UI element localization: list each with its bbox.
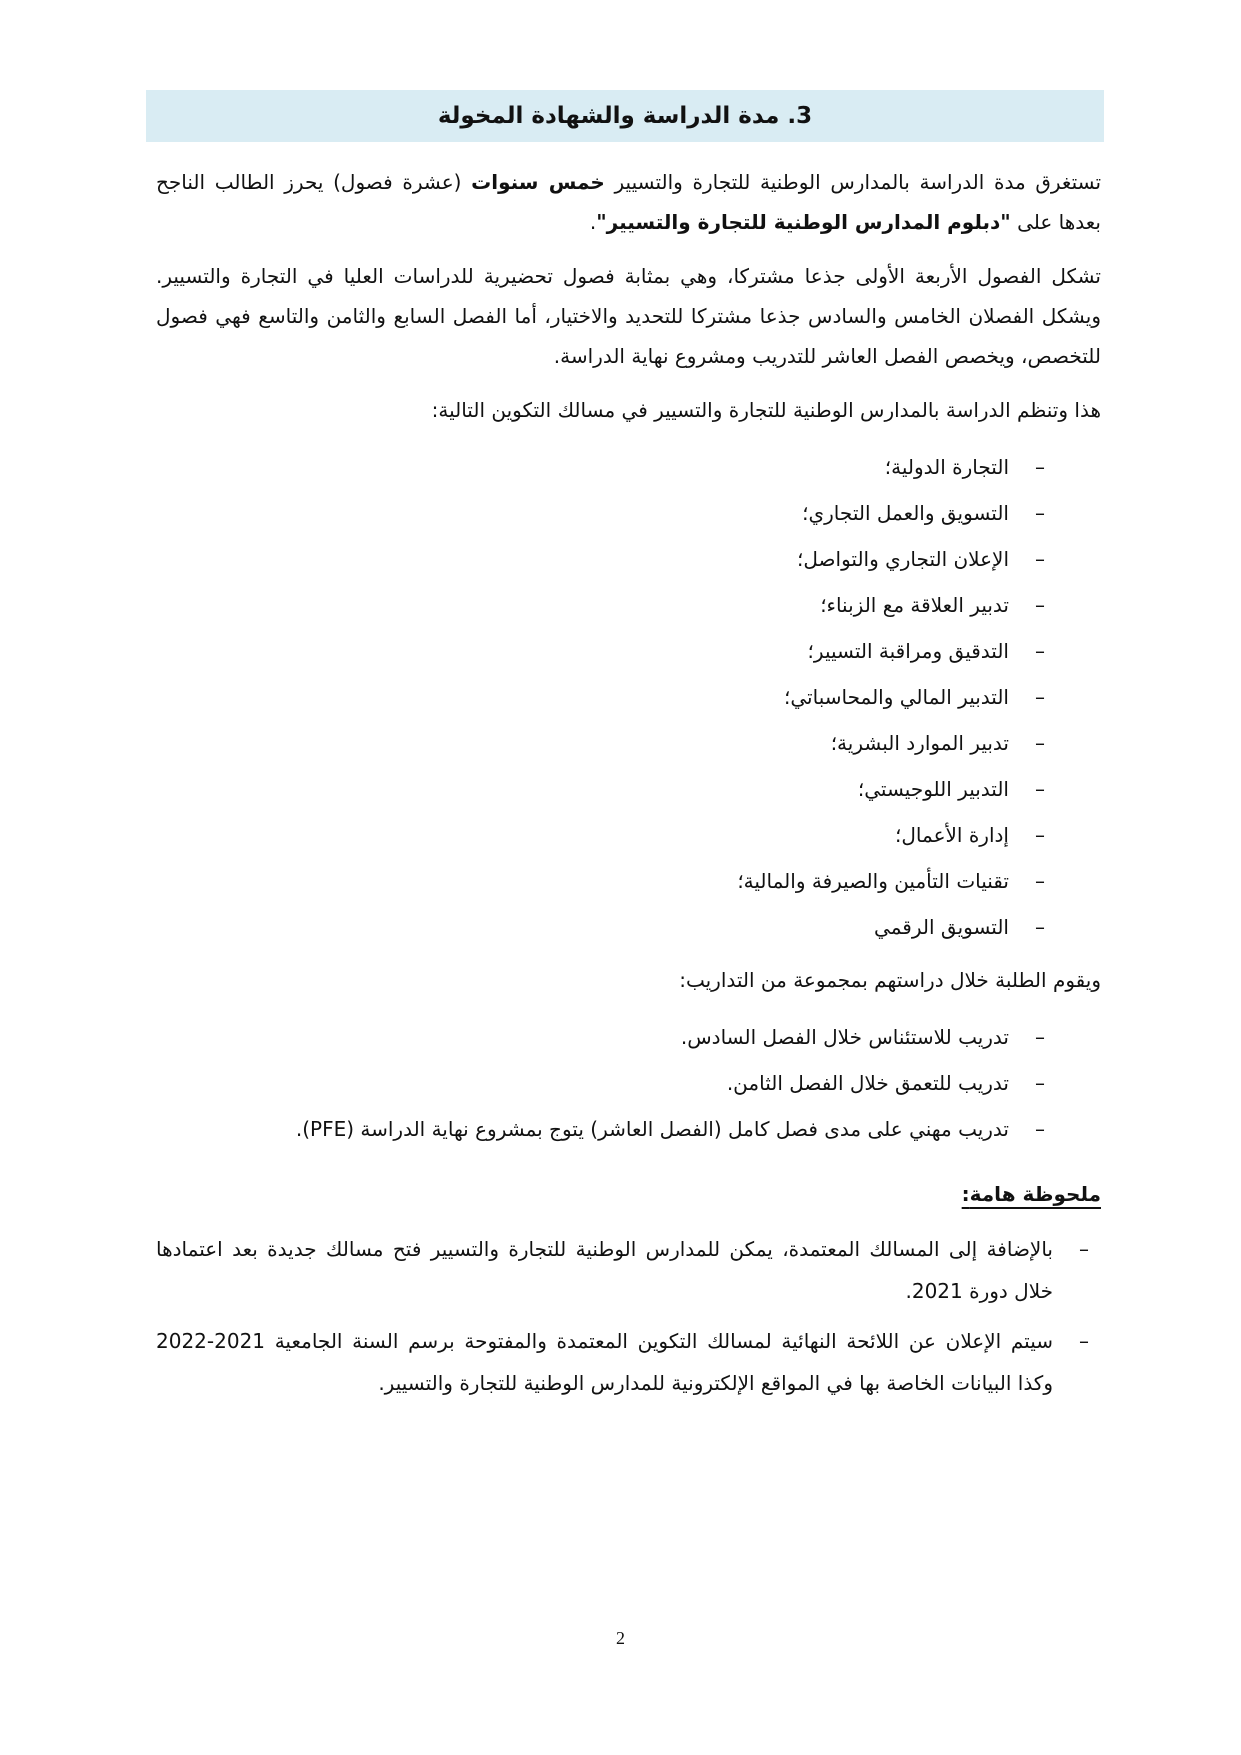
tracks-list (156, 444, 1101, 950)
track-label: التجارة الدولية؛ (884, 455, 1009, 479)
dash-icon: – (1035, 639, 1045, 663)
note-text: سيتم الإعلان عن اللائحة النهائية لمسالك التكوين المعتمدة والمفتوحة برسم السنة الجامعية 2021-2022 وكذا البيانات الخاصة بها في المواقع الإلكترونية للمدارس الوطنية للتجارة والتسيير. (156, 1329, 1053, 1395)
dash-icon: – (1035, 455, 1045, 479)
dash-icon: – (1035, 501, 1045, 525)
list-item (156, 1014, 1045, 1060)
track-label: التدقيق ومراقبة التسيير؛ (807, 639, 1009, 663)
section-heading-box (146, 90, 1104, 142)
list-item (156, 490, 1045, 536)
list-item (156, 1228, 1089, 1312)
list-item (156, 720, 1045, 766)
dash-icon: – (1035, 1117, 1045, 1141)
dash-icon: – (1079, 1329, 1089, 1353)
dash-icon: – (1035, 823, 1045, 847)
track-label: تدبير العلاقة مع الزبناء؛ (820, 593, 1009, 617)
intro-text-2: (عشرة فصول) يحرز الطالب الناجح بعدها على (156, 170, 1101, 234)
list-item (156, 582, 1045, 628)
tracks-intro: هذا وتنظم الدراسة بالمدارس الوطنية للتجارة والتسيير في مسالك التكوين التالية: (431, 398, 1101, 422)
dash-icon: – (1035, 685, 1045, 709)
list-item (156, 858, 1045, 904)
note-text: بالإضافة إلى المسالك المعتمدة، يمكن للمدارس الوطنية للتجارة والتسيير فتح مسالك جديدة بعد اعتمادها خلال دورة 2021. (156, 1237, 1053, 1303)
list-item (156, 812, 1045, 858)
track-label: تقنيات التأمين والصيرفة والمالية؛ (737, 869, 1009, 893)
dash-icon: – (1035, 777, 1045, 801)
note-colon: : (961, 1182, 970, 1206)
list-item (156, 674, 1045, 720)
intro-paragraph (156, 162, 1101, 242)
intro-end: . (589, 210, 597, 234)
dash-icon: – (1035, 731, 1045, 755)
internship-label: تدريب للتعمق خلال الفصل الثامن. (726, 1071, 1009, 1095)
intro-diploma: "دبلوم المدارس الوطنية للتجارة والتسيير" (596, 210, 1011, 234)
track-label: الإعلان التجاري والتواصل؛ (797, 547, 1009, 571)
dash-icon: – (1035, 1071, 1045, 1095)
document-body (156, 162, 1101, 1412)
track-label: التسويق والعمل التجاري؛ (802, 501, 1009, 525)
page-number: 2 (616, 1628, 625, 1648)
dash-icon: – (1035, 593, 1045, 617)
track-label: إدارة الأعمال؛ (895, 823, 1009, 847)
section-heading: 3. مدة الدراسة والشهادة المخولة (437, 103, 813, 129)
list-item (156, 766, 1045, 812)
list-item (156, 444, 1045, 490)
internships-intro: ويقوم الطلبة خلال دراستهم بمجموعة من التداريب: (679, 968, 1101, 992)
dash-icon: – (1035, 547, 1045, 571)
internship-label: تدريب مهني على مدى فصل كامل (الفصل العاشر) يتوج بمشروع نهاية الدراسة (PFE). (295, 1117, 1009, 1141)
note-heading (156, 1174, 1101, 1214)
dash-icon: – (1079, 1237, 1089, 1261)
list-item (156, 904, 1045, 950)
track-label: التدبير اللوجيستي؛ (857, 777, 1009, 801)
list-item (156, 1320, 1089, 1404)
structure-line-1: تشكل الفصول الأربعة الأولى جذعا مشتركا، وهي بمثابة فصول تحضيرية للدراسات العليا في التجارة والتسيير. (156, 264, 1101, 288)
internship-label: تدريب للاستئناس خلال الفصل السادس. (680, 1025, 1009, 1049)
note-title: ملحوظة هامة (969, 1182, 1101, 1206)
list-item (156, 1106, 1045, 1152)
dash-icon: – (1035, 1025, 1045, 1049)
list-item (156, 628, 1045, 674)
dash-icon: – (1035, 915, 1045, 939)
list-item (156, 1060, 1045, 1106)
notes-list (156, 1228, 1101, 1404)
structure-line-2: ويشكل الفصلان الخامس والسادس جذعا مشتركا للتحديد والاختيار، أما الفصل السابع والثامن والتاسع فهي فصول للتخصص، ويخصص الفصل العاشر للتدريب ومشروع نهاية الدراسة. (156, 304, 1101, 368)
dash-icon: – (1035, 869, 1045, 893)
list-item (156, 536, 1045, 582)
internships-list (156, 1014, 1101, 1152)
track-label: التسويق الرقمي (874, 915, 1009, 939)
track-label: تدبير الموارد البشرية؛ (830, 731, 1009, 755)
track-label: التدبير المالي والمحاسباتي؛ (784, 685, 1009, 709)
intro-text-1: تستغرق مدة الدراسة بالمدارس الوطنية للتجارة والتسيير (614, 170, 1102, 194)
structure-paragraph (156, 256, 1101, 376)
intro-duration: خمس سنوات (471, 170, 605, 194)
